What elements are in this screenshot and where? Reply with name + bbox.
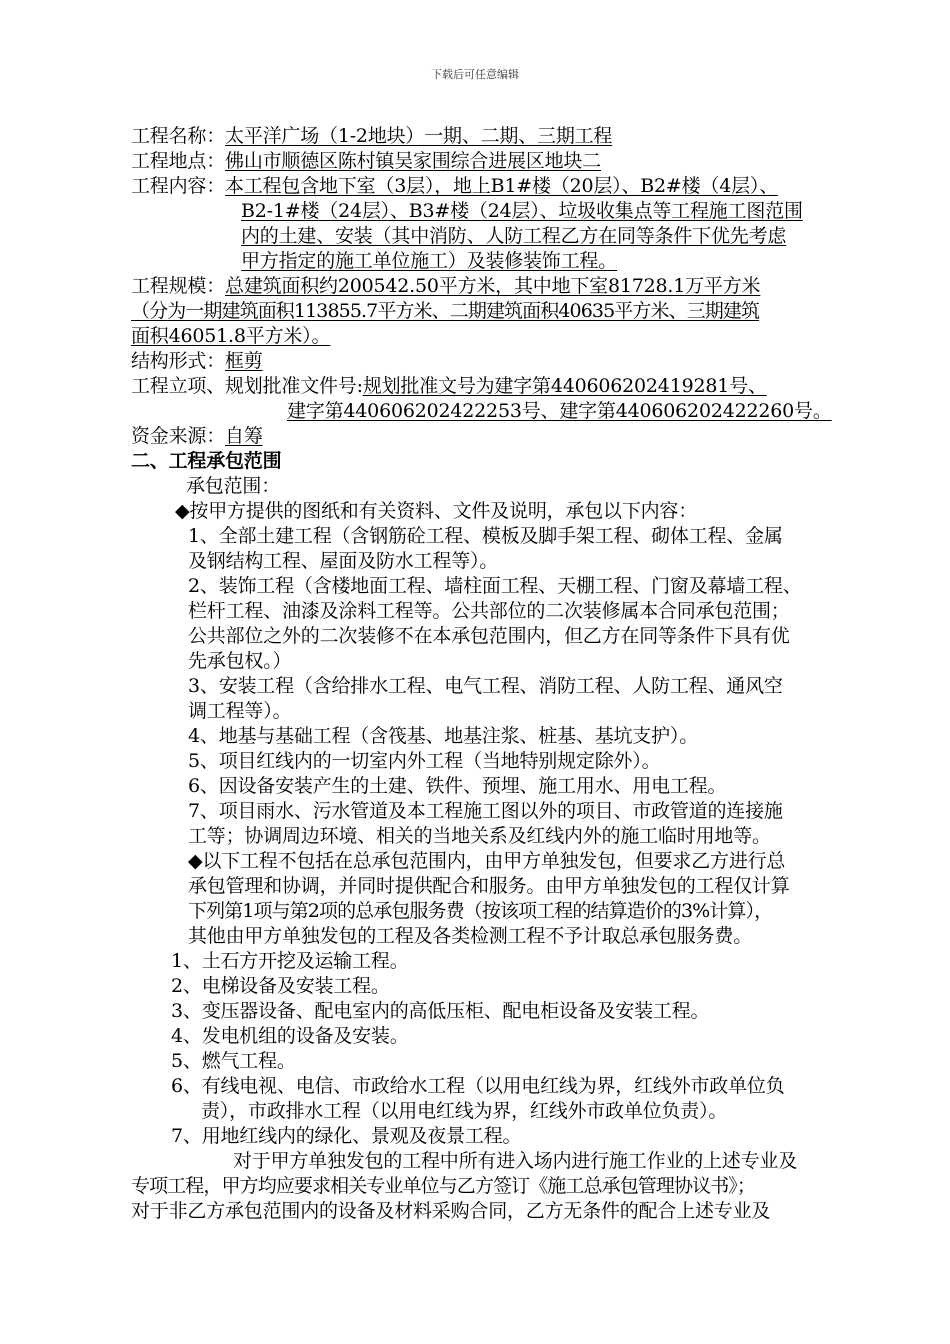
excluded-item: 4、发电机组的设备及安装。 <box>171 1025 409 1047</box>
included-line: 工等；协调周边环境、相关的当地关系及红线内外的施工临时用地等。 <box>188 825 771 847</box>
included-line: 先承包权。） <box>188 650 292 672</box>
included-line: 3、安装工程（含给排水工程、电气工程、消防工程、人防工程、通风空 <box>188 675 783 697</box>
funding-label: 资金来源： <box>131 425 226 447</box>
excluded-item: 7、用地红线内的绿化、景观及夜景工程。 <box>171 1125 522 1147</box>
closing-line: 对于甲方单独发包的工程中所有进入场内进行施工作业的上述专业及 <box>233 1150 798 1172</box>
excluded-item: 6、有线电视、电信、市政给水工程（以用电红线为界，红线外市政单位负 <box>171 1075 785 1097</box>
included-line: 栏杆工程、油漆及涂料工程等。公共部位的二次装修属本合同承包范围； <box>188 600 790 622</box>
project-location-row <box>131 149 911 174</box>
project-content-line: 内的土建、安装（其中消防、人防工程乙方在同等条件下优先考虑 <box>241 225 787 247</box>
project-name-value: 太平洋广场（1-2地块）一期、二期、三期工程 <box>225 125 613 147</box>
excluded-item: 3、变压器设备、配电室内的高低压柜、配电柜设备及安装工程。 <box>171 1000 710 1022</box>
closing-line: 对于非乙方承包范围内的设备及材料采购合同，乙方无条件的配合上述专业及 <box>131 1200 771 1222</box>
project-name-row <box>131 124 911 149</box>
project-content-label: 工程内容： <box>131 175 226 197</box>
project-scale-line: 面积46051.8平方米）。 <box>131 325 331 347</box>
closing-line: 专项工程，甲方均应要求相关专业单位与乙方签订《施工总承包管理协议书》； <box>131 1175 756 1197</box>
project-content-row <box>131 174 911 199</box>
included-line: 1、全部土建工程（含钢筋砼工程、模板及脚手架工程、砌体工程、金属 <box>188 525 783 547</box>
excluded-intro-line: ◆以下工程不包括在总承包范围内，由甲方单独发包，但要求乙方进行总 <box>188 850 786 872</box>
included-intro: ◆按甲方提供的图纸和有关资料、文件及说明，承包以下内容： <box>175 500 698 522</box>
funding-value: 自筹 <box>225 425 263 447</box>
section-heading: 二、工程承包范围 <box>131 450 282 472</box>
structure-label: 结构形式： <box>131 350 226 372</box>
project-name-label: 工程名称： <box>131 125 226 147</box>
project-content-line: 本工程包含地下室（3层），地上B1#楼（20层）、B2#楼（4层）、 <box>225 175 779 197</box>
excluded-item: 5、燃气工程。 <box>171 1050 296 1072</box>
excluded-item: 责），市政排水工程（以用电红线为界，红线外市政单位负责）。 <box>201 1100 728 1122</box>
project-scale-line: （分为一期建筑面积113855.7平方米、二期建筑面积40635平方米、三期建筑 <box>131 300 760 322</box>
project-content-line: B2-1#楼（24层）、B3#楼（24层）、垃圾收集点等工程施工图范围 <box>241 200 803 222</box>
included-line: 及钢结构工程、屋面及防水工程等）。 <box>188 550 499 572</box>
approval-line: 规划批准文号为建字第440606202419281号、 <box>362 375 767 397</box>
project-scale-line: 总建筑面积约200542.50平方米，其中地下室81728.1万平方米 <box>225 275 761 297</box>
project-content-line: 甲方指定的施工单位施工）及装修装饰工程。 <box>241 250 618 272</box>
approval-label: 工程立项、规划批准文件号: <box>131 375 363 397</box>
excluded-intro-line: 承包管理和协调，并同时提供配合和服务。由甲方单独发包的工程仅计算 <box>188 875 790 897</box>
project-location-label: 工程地点： <box>131 150 226 172</box>
excluded-intro-line: 下列第1项与第2项的总承包服务费（按该项工程的结算造价的3%计算）， <box>188 900 773 922</box>
included-line: 5、项目红线内的一切室内外工程（当地特别规定除外）。 <box>188 750 661 772</box>
included-line: 4、地基与基础工程（含筏基、地基注浆、桩基、基坑支护）。 <box>188 725 698 747</box>
project-scale-label: 工程规模： <box>131 275 226 297</box>
excluded-item: 1、土石方开挖及运输工程。 <box>171 950 409 972</box>
structure-row <box>131 349 911 374</box>
structure-value: 框剪 <box>225 350 263 372</box>
scope-label: 承包范围： <box>186 475 281 497</box>
included-line: 7、项目雨水、污水管道及本工程施工图以外的项目、市政管道的连接施 <box>188 800 783 822</box>
project-scale-row <box>131 274 911 299</box>
included-line: 6、因设备安装产生的土建、铁件、预埋、施工用水、用电工程。 <box>188 775 727 797</box>
header-note: 下载后可任意编辑 <box>431 68 519 81</box>
included-line: 2、装饰工程（含楼地面工程、墙柱面工程、天棚工程、门窗及幕墙工程、 <box>188 575 802 597</box>
included-line: 调工程等）。 <box>188 700 292 722</box>
funding-row <box>131 424 911 449</box>
approval-line: 建字第440606202422253号、建字第440606202422260号。 <box>287 400 832 422</box>
included-line: 公共部位之外的二次装修不在本承包范围内，但乙方在同等条件下具有优 <box>188 625 790 647</box>
excluded-intro-line: 其他由甲方单独发包的工程及各类检测工程不予计取总承包服务费。 <box>188 925 753 947</box>
project-location-value: 佛山市顺德区陈村镇吴家围综合进展区地块二 <box>225 150 602 172</box>
excluded-item: 2、电梯设备及安装工程。 <box>171 975 390 997</box>
approval-row <box>131 374 911 399</box>
document-body <box>131 124 911 1224</box>
